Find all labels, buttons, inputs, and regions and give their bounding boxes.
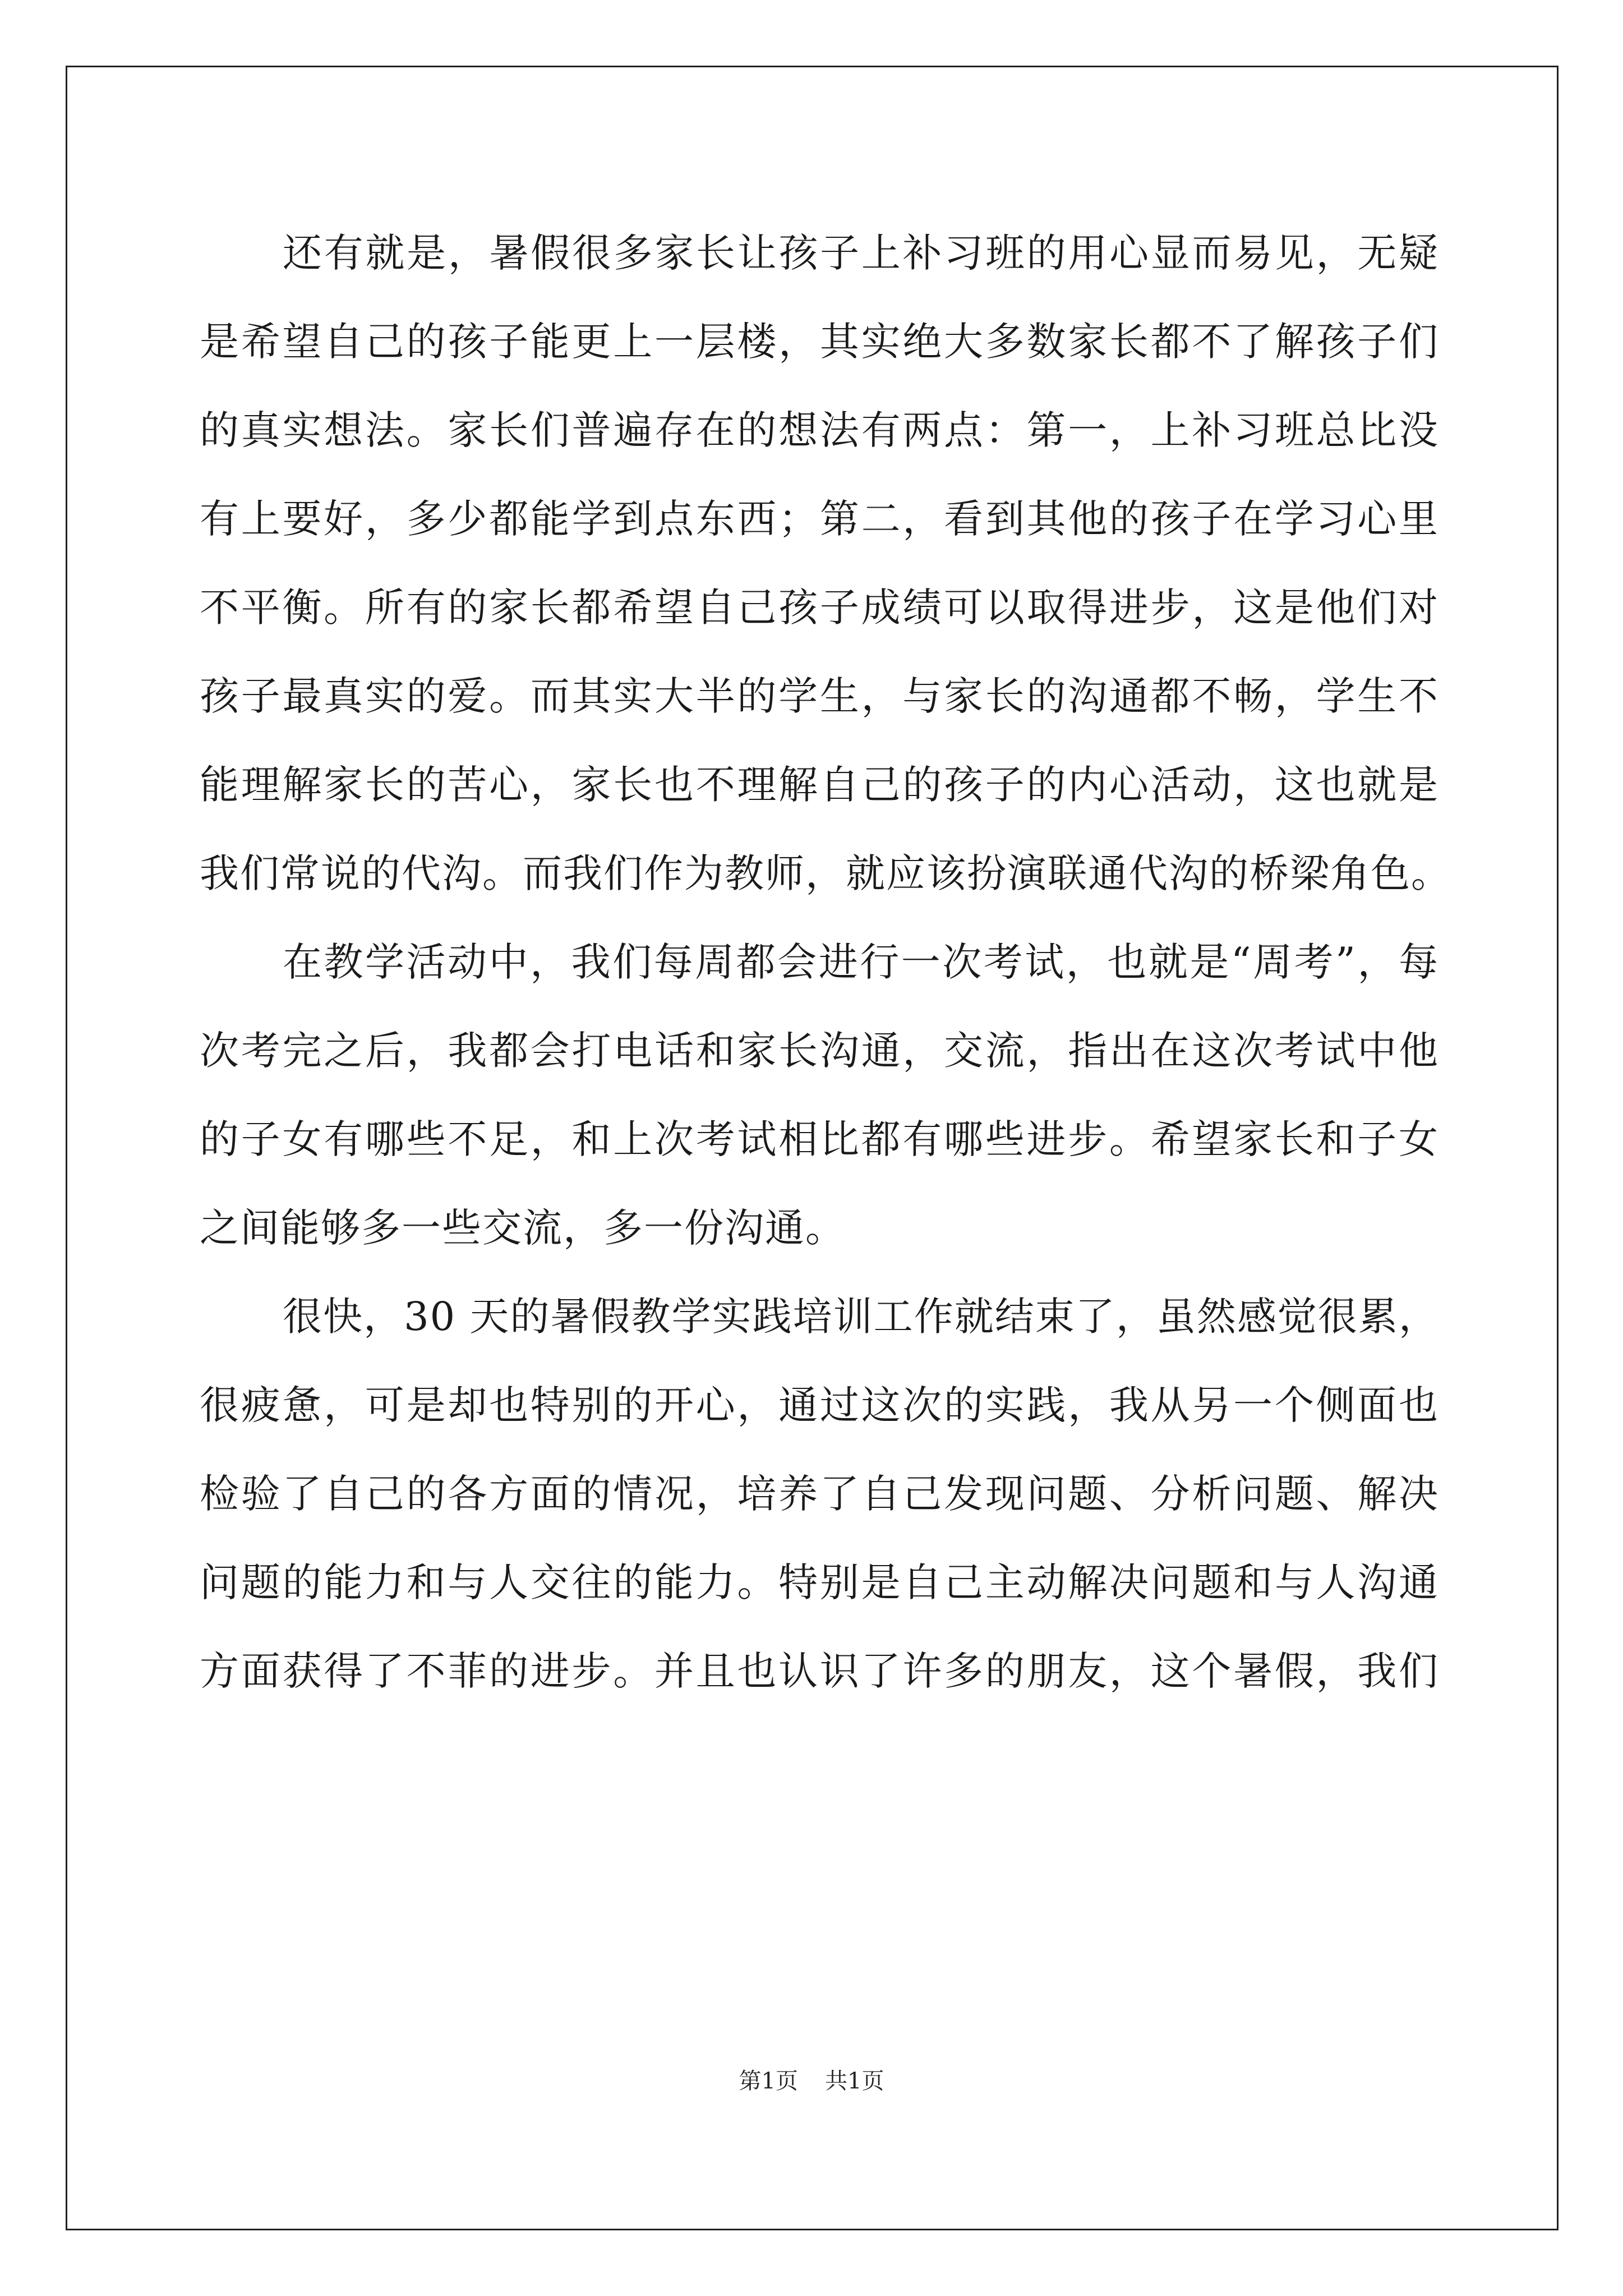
text-line: 很疲惫，可是却也特别的开心，通过这次的实践，我从另一个侧面也 bbox=[200, 1382, 1439, 1428]
text-line: 检验了自己的各方面的情况，培养了自己发现问题、分析问题、解决 bbox=[200, 1471, 1439, 1517]
text-line: 次考完之后，我都会打电话和家长沟通，交流，指出在这次考试中他 bbox=[200, 1028, 1439, 1074]
page-footer bbox=[0, 2064, 1623, 2098]
text-line: 在教学活动中，我们每周都会进行一次考试，也就是“周考”，每 bbox=[283, 939, 1439, 985]
text-line: 很快，30 天的暑假教学实践培训工作就结束了，虽然感觉很累， bbox=[283, 1294, 1439, 1340]
text-line: 的真实想法。家长们普遍存在的想法有两点：第一，上补习班总比没 bbox=[200, 407, 1439, 453]
text-line: 是希望自己的孩子能更上一层楼，其实绝大多数家长都不了解孩子们 bbox=[200, 319, 1439, 365]
text-line: 之间能够多一些交流，多一份沟通。 bbox=[200, 1205, 846, 1251]
total-page-count: 共1页 bbox=[825, 2068, 884, 2094]
text-line: 不平衡。所有的家长都希望自己孩子成绩可以取得进步，这是他们对 bbox=[200, 585, 1439, 631]
text-line: 孩子最真实的爱。而其实大半的学生，与家长的沟通都不畅，学生不 bbox=[200, 673, 1439, 719]
text-line: 能理解家长的苦心，家长也不理解自己的孩子的内心活动，这也就是 bbox=[200, 762, 1439, 808]
text-line: 的子女有哪些不足，和上次考试相比都有哪些进步。希望家长和子女 bbox=[200, 1116, 1439, 1162]
text-line: 问题的能力和与人交往的能力。特别是自己主动解决问题和与人沟通 bbox=[200, 1559, 1439, 1605]
current-page-number: 第1页 bbox=[739, 2068, 798, 2094]
paragraph-3 bbox=[200, 1272, 1439, 1715]
text-line: 我们常说的代沟。而我们作为教师，就应该扮演联通代沟的桥梁角色。 bbox=[200, 850, 1451, 896]
text-line: 还有就是，暑假很多家长让孩子上补习班的用心显而易见，无疑 bbox=[283, 230, 1439, 276]
text-line: 有上要好，多少都能学到点东西；第二，看到其他的孩子在学习心里 bbox=[200, 496, 1439, 542]
paragraph-2 bbox=[200, 918, 1439, 1272]
document-body bbox=[200, 209, 1451, 1715]
paragraph-1 bbox=[200, 209, 1451, 918]
text-line: 方面获得了不菲的进步。并且也认识了许多的朋友，这个暑假，我们 bbox=[200, 1648, 1439, 1694]
